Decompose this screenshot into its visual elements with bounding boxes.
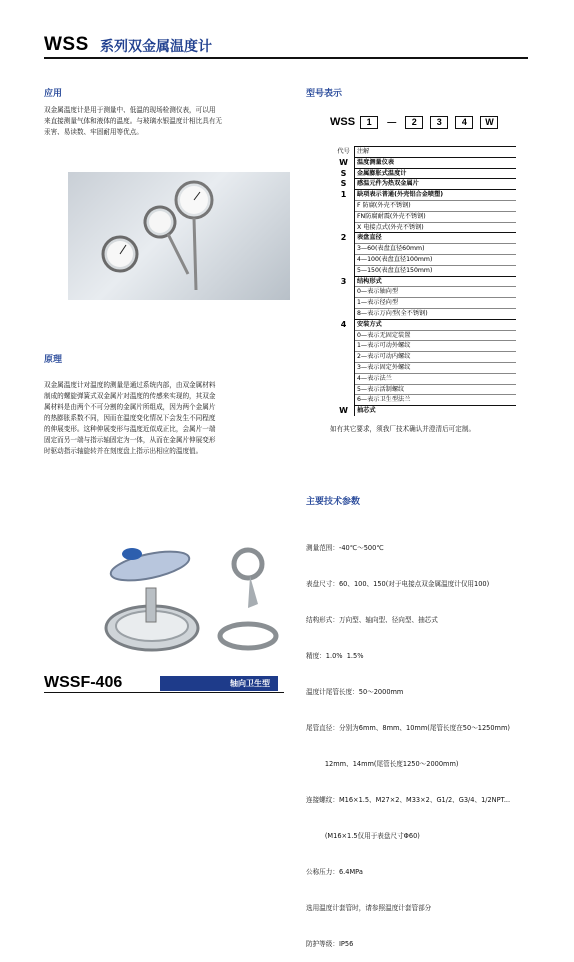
code-cell: S — [340, 168, 347, 178]
note-cell: 感温元件为热双金属片 — [355, 179, 517, 190]
spec-line: 温度计尾管长度：50～2000mm — [306, 688, 404, 696]
footer-divider — [44, 692, 284, 693]
spec-line: 公称压力：6.4MPa — [306, 868, 363, 876]
application-heading: 应用 — [44, 89, 63, 99]
model-code-pattern — [330, 116, 500, 129]
model-code-row — [333, 330, 516, 341]
model-code-row — [333, 179, 516, 190]
principle-text — [44, 380, 280, 457]
model-code-row — [333, 308, 516, 319]
model-code-heading: 型号表示 — [306, 89, 343, 99]
product-series-title: 系列双金属温度计 — [100, 39, 212, 55]
text-line: 的热膨胀系数不同，因而在温度变化情况下会发生不同程度 — [44, 414, 216, 422]
code-cell: 4 — [340, 319, 347, 329]
code-cell: S — [340, 179, 347, 189]
model-box-3: 3 — [430, 116, 448, 129]
model-dash: — — [387, 117, 397, 127]
code-cell — [333, 265, 355, 276]
model-code-row — [333, 233, 516, 244]
note-cell: 结构形式 — [355, 276, 517, 287]
model-prefix: WSS — [330, 116, 356, 128]
model-box-w: W — [480, 116, 498, 129]
text-line: 汞害、易读数、牢固耐用等优点。 — [44, 128, 143, 136]
footer-model-number: WSSF-406 — [44, 674, 123, 691]
model-code-row — [333, 276, 516, 287]
note-cell: 4—100(表盘直径100mm) — [355, 254, 517, 265]
model-code-footnote: 如有其它要求，须我厂技术确认并澄清后可定制。 — [330, 425, 476, 433]
model-code-row — [333, 373, 516, 384]
note-cell: 安装方式 — [355, 319, 517, 330]
note-cell: 0—表示无固定装置 — [355, 330, 517, 341]
text-line: 双金属温度计是用于测量中、低温的现场检测仪表，可以用 — [44, 106, 216, 114]
model-code-row — [333, 352, 516, 363]
model-code-row — [333, 200, 516, 211]
application-text — [44, 105, 280, 138]
note-cell: 表盘直径 — [355, 233, 517, 244]
code-cell: W — [339, 157, 348, 167]
specs-heading: 主要技术参数 — [306, 497, 361, 507]
note-cell: 4—表示法兰 — [355, 373, 517, 384]
code-cell — [333, 287, 355, 298]
model-code-row — [333, 395, 516, 406]
model-code-row — [333, 384, 516, 395]
model-code-row — [333, 265, 516, 276]
model-box-2: 2 — [405, 116, 423, 129]
code-cell: W — [339, 405, 348, 415]
spec-line: 精度：1.0% 1.5% — [306, 652, 364, 660]
spec-line: 选用温度计套管时，请参照温度计套管部分 — [306, 904, 432, 912]
model-code-row — [333, 406, 516, 416]
note-column-header: 注解 — [355, 147, 517, 158]
text-line: 双金属温度计对温度的测量是通过系统内部，由双金属材料 — [44, 381, 216, 389]
note-cell: 5—表示活制螺纹 — [355, 384, 517, 395]
model-code-row — [333, 168, 516, 179]
note-cell: F 防腐(外壳不锈钢) — [355, 200, 517, 211]
note-cell: 3—60(表盘直径60mm) — [355, 244, 517, 255]
spec-line: 结构形式：万向型、轴向型、径向型、抽芯式 — [306, 616, 438, 624]
model-code-row — [333, 244, 516, 255]
footer-type-label: 轴向卫生型 — [160, 676, 278, 691]
text-line: 来直接测量气体和液体的温度。与玻璃水银温度计相比具有无 — [44, 117, 223, 125]
code-cell — [333, 222, 355, 233]
code-cell — [333, 298, 355, 309]
note-cell: X 电接点式(外壳不锈钢) — [355, 222, 517, 233]
code-column-header: 代号 — [337, 148, 350, 155]
code-cell — [333, 384, 355, 395]
spec-line: (M16×1.5仅用于表盘尺寸Φ60) — [306, 832, 420, 840]
note-cell: 缺项表示普通(外壳铝合金喷塑) — [355, 190, 517, 201]
note-cell: 温度测量仪表 — [355, 157, 517, 168]
code-cell — [333, 211, 355, 222]
title-divider — [44, 57, 528, 59]
text-line: 固定而另一端与指示轴固定为一体，从而在金属片伸展变形 — [44, 436, 216, 444]
spec-line: 测量范围：-40℃～500℃ — [306, 544, 384, 552]
code-cell — [333, 352, 355, 363]
code-cell — [333, 308, 355, 319]
spec-line: 连接螺纹：M16×1.5、M27×2、M33×2、G1/2、G3/4、1/2NPT... — [306, 796, 511, 804]
code-cell — [333, 395, 355, 406]
note-cell: 2—表示可动内螺纹 — [355, 352, 517, 363]
note-cell: 1—表示可动外螺纹 — [355, 341, 517, 352]
code-cell: 3 — [340, 276, 347, 286]
code-cell — [333, 373, 355, 384]
text-line: 时驱动指示轴旋转并在刻度盘上指示出相应的温度值。 — [44, 447, 203, 455]
note-cell: 5—150(表盘直径150mm) — [355, 265, 517, 276]
model-box-4: 4 — [455, 116, 473, 129]
note-cell: 0—表示轴向型 — [355, 287, 517, 298]
code-cell — [333, 330, 355, 341]
model-code-row — [333, 319, 516, 330]
note-cell: 6—表示卫生型法兰 — [355, 395, 517, 406]
product-photo-sanitary-thermometer — [100, 536, 290, 656]
note-cell: 3—表示固定外螺纹 — [355, 362, 517, 373]
code-cell — [333, 200, 355, 211]
specs-list — [306, 518, 546, 962]
note-cell: FN防腐耐震(外壳不锈钢) — [355, 211, 517, 222]
text-line: 属材料是由两个不可分割的金属片所组成，因为两个金属片 — [44, 403, 216, 411]
code-cell — [333, 254, 355, 265]
model-box-1: 1 — [360, 116, 378, 129]
model-code-row — [333, 287, 516, 298]
text-line: 的伸展变形。这种伸展变形与温度近似成正比，会属片一端 — [44, 425, 216, 433]
code-cell: 1 — [340, 190, 347, 200]
model-code-row — [333, 211, 516, 222]
note-cell: 8—表示万向型(全不锈钢) — [355, 308, 517, 319]
model-code-row — [333, 254, 516, 265]
code-cell — [333, 362, 355, 373]
model-code-row — [333, 362, 516, 373]
spec-line: 防护等级：IP56 — [306, 940, 354, 948]
model-code-table — [333, 146, 516, 416]
spec-line: 12mm、14mm(尾管长度1250～2000mm) — [306, 760, 459, 768]
principle-heading: 原理 — [44, 355, 63, 365]
product-series-model: WSS — [44, 34, 89, 55]
product-photo-thermometers — [68, 172, 290, 300]
model-code-row — [333, 157, 516, 168]
model-code-row — [333, 298, 516, 309]
spec-line: 表盘尺寸：60、100、150(对于电接点双金属温度计仅用100) — [306, 580, 490, 588]
model-code-row — [333, 341, 516, 352]
text-line: 制成的螺旋弹簧式双金属片对温度的传感来实现的，其双金 — [44, 392, 216, 400]
code-cell: 2 — [340, 233, 347, 243]
spec-line: 尾管直径：分别为6mm、8mm、10mm(尾管长度在50～1250mm) — [306, 724, 510, 732]
model-code-row — [333, 222, 516, 233]
code-cell — [333, 341, 355, 352]
model-code-row — [333, 190, 516, 201]
note-cell: 抽芯式 — [355, 406, 517, 416]
note-cell: 1—表示径向型 — [355, 298, 517, 309]
note-cell: 金属膨胀式温度计 — [355, 168, 517, 179]
code-cell — [333, 244, 355, 255]
